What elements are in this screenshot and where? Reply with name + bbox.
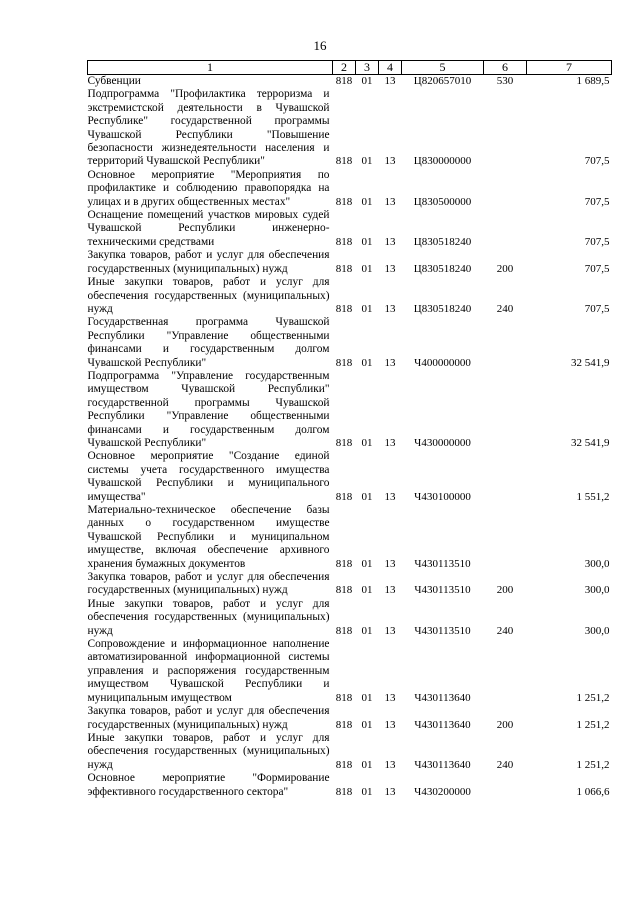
row-amount: 300,0 bbox=[584, 557, 610, 570]
row-amount: 1 066,6 bbox=[576, 785, 610, 798]
table-row bbox=[88, 705, 612, 732]
budget-table bbox=[87, 60, 612, 799]
row-expense-type bbox=[484, 450, 527, 504]
row-name: Иные закупки товаров, работ и услуг для обеспечения государственных (муниципальных) нужд bbox=[87, 597, 330, 637]
row-section: 01 bbox=[361, 302, 373, 315]
row-ministry: 818 bbox=[335, 75, 353, 87]
page-number: 16 bbox=[313, 38, 327, 53]
row-expense-type bbox=[484, 370, 527, 450]
header-row bbox=[88, 61, 612, 75]
row-subsection: 13 bbox=[384, 624, 396, 637]
row-expense-type bbox=[484, 169, 527, 209]
row-target-article: Ц830500000 bbox=[413, 195, 472, 208]
row-target-article: Ч400000000 bbox=[414, 356, 471, 369]
row-section: 01 bbox=[361, 758, 373, 771]
row-amount: 1 251,2 bbox=[576, 718, 610, 731]
row-amount: 1 251,2 bbox=[576, 758, 610, 771]
header-cell-1: 1 bbox=[88, 61, 333, 75]
table-row bbox=[88, 249, 612, 276]
row-section: 01 bbox=[361, 235, 373, 248]
row-ministry: 818 bbox=[335, 262, 353, 275]
row-section: 01 bbox=[361, 195, 373, 208]
row-subsection: 13 bbox=[384, 785, 396, 798]
row-ministry: 818 bbox=[335, 155, 353, 168]
row-ministry: 818 bbox=[335, 584, 353, 597]
row-ministry: 818 bbox=[335, 557, 353, 570]
row-ministry: 818 bbox=[335, 785, 353, 798]
header-cell-5: 5 bbox=[402, 61, 484, 75]
row-ministry: 818 bbox=[335, 490, 353, 503]
table-row bbox=[88, 276, 612, 316]
row-ministry: 818 bbox=[335, 436, 353, 449]
row-amount: 707,5 bbox=[584, 195, 610, 208]
row-target-article: Ц830518240 bbox=[413, 235, 472, 248]
header-cell-3: 3 bbox=[356, 61, 379, 75]
row-subsection: 13 bbox=[384, 302, 396, 315]
row-expense-type: 530 bbox=[496, 75, 514, 87]
row-amount: 300,0 bbox=[584, 584, 610, 597]
table-row bbox=[88, 75, 612, 89]
row-section: 01 bbox=[361, 356, 373, 369]
header-cell-6: 6 bbox=[484, 61, 527, 75]
row-amount: 707,5 bbox=[584, 302, 610, 315]
row-name: Закупка товаров, работ и услуг для обеспечения государственных (муниципальных) нужд bbox=[87, 571, 330, 597]
row-amount: 32 541,9 bbox=[571, 436, 610, 449]
row-ministry: 818 bbox=[335, 758, 353, 771]
table-row bbox=[88, 598, 612, 638]
header-cell-2: 2 bbox=[333, 61, 356, 75]
header-cell-7: 7 bbox=[527, 61, 612, 75]
row-name: Основное мероприятие "Создание единой системы учета государственного имущества Чувашской Республики и муниципального имущества" bbox=[87, 450, 330, 503]
row-target-article: Ч430113510 bbox=[414, 557, 471, 570]
row-section: 01 bbox=[361, 262, 373, 275]
row-subsection: 13 bbox=[384, 718, 396, 731]
row-subsection: 13 bbox=[384, 436, 396, 449]
row-subsection: 13 bbox=[384, 691, 396, 704]
row-target-article: Ч430113640 bbox=[414, 718, 471, 731]
row-target-article: Ц830000000 bbox=[413, 155, 472, 168]
row-amount: 707,5 bbox=[584, 155, 610, 168]
row-ministry: 818 bbox=[335, 718, 353, 731]
row-expense-type: 240 bbox=[496, 302, 514, 315]
row-name: Государственная программа Чувашской Республики "Управление общественными финансами и государственным долгом Чувашской Республики" bbox=[87, 316, 330, 369]
row-expense-type bbox=[484, 504, 527, 571]
row-subsection: 13 bbox=[384, 758, 396, 771]
row-amount: 1 251,2 bbox=[576, 691, 610, 704]
row-name: Закупка товаров, работ и услуг для обеспечения государственных (муниципальных) нужд bbox=[87, 705, 330, 731]
table-row bbox=[88, 772, 612, 799]
table-row bbox=[88, 316, 612, 370]
row-amount: 707,5 bbox=[584, 262, 610, 275]
row-section: 01 bbox=[361, 584, 373, 597]
row-ministry: 818 bbox=[335, 624, 353, 637]
row-section: 01 bbox=[361, 718, 373, 731]
row-section: 01 bbox=[361, 490, 373, 503]
row-target-article: Ц820657010 bbox=[413, 75, 472, 87]
row-section: 01 bbox=[361, 624, 373, 637]
row-target-article: Ч430113510 bbox=[414, 584, 471, 597]
table-row bbox=[88, 571, 612, 598]
row-expense-type: 200 bbox=[496, 718, 514, 731]
row-ministry: 818 bbox=[335, 691, 353, 704]
row-target-article: Ц830518240 bbox=[413, 302, 472, 315]
row-name: Основное мероприятие "Мероприятия по профилактике и соблюдению правопорядка на улицах и в других общественных местах" bbox=[87, 168, 330, 208]
row-subsection: 13 bbox=[384, 584, 396, 597]
row-target-article: Ц830518240 bbox=[413, 262, 472, 275]
row-subsection: 13 bbox=[384, 195, 396, 208]
row-expense-type bbox=[484, 88, 527, 168]
row-section: 01 bbox=[361, 155, 373, 168]
row-target-article: Ч430113510 bbox=[414, 624, 471, 637]
row-target-article: Ч430200000 bbox=[414, 785, 471, 798]
row-expense-type bbox=[484, 638, 527, 705]
row-name: Основное мероприятие "Формирование эффективного государственного сектора" bbox=[87, 772, 330, 798]
table-row bbox=[88, 638, 612, 705]
row-ministry: 818 bbox=[335, 235, 353, 248]
row-subsection: 13 bbox=[384, 557, 396, 570]
row-expense-type bbox=[484, 209, 527, 249]
row-ministry: 818 bbox=[335, 302, 353, 315]
row-name: Подпрограмма "Управление государственным имуществом Чувашской Республики" государственной программы Чувашской Республики "Управление общественными финансами и государственным долгом Чувашской Республики" bbox=[87, 369, 330, 449]
row-target-article: Ч430000000 bbox=[414, 436, 471, 449]
table-row bbox=[88, 169, 612, 209]
row-ministry: 818 bbox=[335, 356, 353, 369]
table-row bbox=[88, 504, 612, 571]
row-name: Оснащение помещений участков мировых судей Чувашской Республики инженерно-техническими средствами bbox=[87, 209, 330, 248]
row-name: Материально-техническое обеспечение базы данных о государственном имуществе Чувашской Республики и муниципальном имуществе, включая обеспечение архивного хранения бумажных документов bbox=[87, 504, 330, 570]
row-section: 01 bbox=[361, 75, 373, 87]
header-cell-4: 4 bbox=[379, 61, 402, 75]
row-expense-type: 240 bbox=[496, 624, 514, 637]
row-subsection: 13 bbox=[384, 356, 396, 369]
row-expense-type: 200 bbox=[496, 262, 514, 275]
row-subsection: 13 bbox=[384, 235, 396, 248]
row-name: Подпрограмма "Профилактика терроризма и экстремистской деятельности в Чувашской Республике" государственной программы Чувашской Республики "Повышение безопасности жизнедеятельности населения и территорий Чувашской Республики" bbox=[87, 88, 330, 168]
row-name: Субвенции bbox=[87, 75, 141, 87]
row-expense-type bbox=[484, 316, 527, 370]
row-amount: 707,5 bbox=[584, 235, 610, 248]
row-expense-type: 240 bbox=[496, 758, 514, 771]
row-target-article: Ч430113640 bbox=[414, 758, 471, 771]
row-subsection: 13 bbox=[384, 75, 396, 87]
table-row bbox=[88, 370, 612, 450]
row-amount: 1 551,2 bbox=[576, 490, 610, 503]
row-expense-type: 200 bbox=[496, 584, 514, 597]
row-target-article: Ч430113640 bbox=[414, 691, 471, 704]
row-name: Иные закупки товаров, работ и услуг для обеспечения государственных (муниципальных) нужд bbox=[87, 276, 330, 315]
row-amount: 32 541,9 bbox=[571, 356, 610, 369]
row-section: 01 bbox=[361, 785, 373, 798]
row-amount: 300,0 bbox=[584, 624, 610, 637]
row-name: Сопровождение и информационное наполнение автоматизированной информационной системы управления и распоряжения государственным имуществом Чувашской Республики и муниципальным имуществом bbox=[87, 638, 330, 704]
table-row bbox=[88, 209, 612, 249]
row-subsection: 13 bbox=[384, 155, 396, 168]
row-section: 01 bbox=[361, 691, 373, 704]
row-amount: 1 689,5 bbox=[576, 75, 610, 87]
row-subsection: 13 bbox=[384, 490, 396, 503]
row-name: Закупка товаров, работ и услуг для обеспечения государственных (муниципальных) нужд bbox=[87, 249, 330, 275]
table-row bbox=[88, 732, 612, 772]
row-name: Иные закупки товаров, работ и услуг для обеспечения государственных (муниципальных) нужд bbox=[87, 731, 330, 771]
row-section: 01 bbox=[361, 436, 373, 449]
row-section: 01 bbox=[361, 557, 373, 570]
row-target-article: Ч430100000 bbox=[414, 490, 471, 503]
table-row bbox=[88, 88, 612, 168]
row-expense-type bbox=[484, 772, 527, 799]
table-row bbox=[88, 450, 612, 504]
row-ministry: 818 bbox=[335, 195, 353, 208]
row-subsection: 13 bbox=[384, 262, 396, 275]
